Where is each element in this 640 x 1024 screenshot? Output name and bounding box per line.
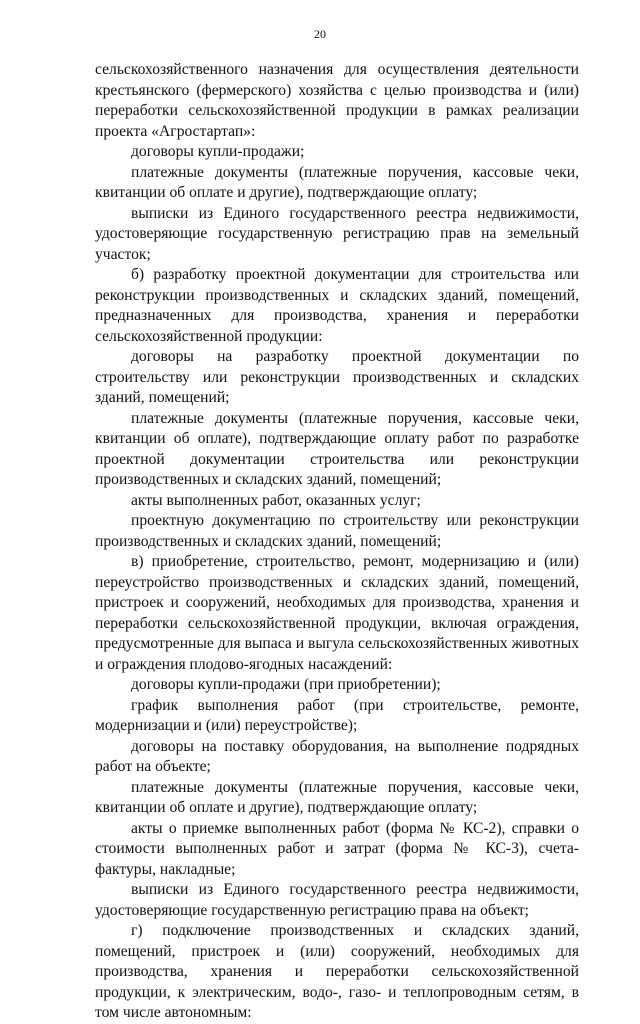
paragraph: договоры купли-продажи (при приобретении); [131, 676, 441, 693]
paragraph: график выполнения работ (при строительстве, ремонте, модернизации и (или) переустройстве); [95, 696, 579, 734]
paragraph-item-v: в) приобретение, строительство, ремонт, модернизацию и (или) переустройство производственных и складских зданий, помещений, пристроек и сооружений, необходимых для производства, хранения и переработки сельскохозяйственной продукции, включая ограждения, предусмотренные для выпаса и выгула сельскохозяйственных животных и ограждения плодово-ягодных насаждений: [95, 553, 579, 673]
paragraph: акты о приемке выполненных работ (форма № КС-2), справки о стоимости выполненных работ и затрат (форма № КС-3), счета-фактуры, накладные; [95, 819, 579, 878]
paragraph: договоры на поставку оборудования, на выполнение подрядных работ на объекте; [95, 737, 579, 775]
paragraph: платежные документы (платежные поручения, кассовые чеки, квитанции об оплате), подтверждающие оплату работ по разработке проектной документации строительства или реконструкции производственных и складских зданий, помещений; [95, 409, 579, 488]
paragraph: проектную документацию по строительству или реконструкции производственных и складских зданий, помещений; [95, 512, 579, 550]
paragraph: платежные документы (платежные поручения, кассовые чеки, квитанции об оплате и другие), подтверждающие оплату; [95, 163, 579, 201]
paragraph-item-g: г) подключение производственных и складских зданий, помещений, пристроек и (или) сооружений, необходимых для производства, хранения и переработки сельскохозяйственной продукции, к электрическим, водо-, газо- и теплопроводным сетям, в том числе автономным: [95, 922, 579, 1021]
paragraph: выписки из Единого государственного реестра недвижимости, удостоверяющие государственную регистрацию права на объект; [95, 881, 579, 919]
paragraph: платежные документы (платежные поручения, кассовые чеки, квитанции об оплате и другие), подтверждающие оплату; [95, 778, 579, 816]
paragraph: договоры купли-продажи; [131, 143, 305, 160]
page-number: 20 [314, 27, 326, 41]
paragraph: выписки из Единого государственного реестра недвижимости, удостоверяющие государственную регистрацию прав на земельный участок; [95, 204, 579, 263]
paragraph-item-b: б) разработку проектной документации для строительства или реконструкции производственных и складских зданий, помещений, предназначенных для производства, хранения и переработки сельскохозяйственной продукции: [95, 266, 579, 345]
paragraph: договоры на разработку проектной документации по строительству или реконструкции производственных и складских зданий, помещений; [95, 348, 579, 406]
paragraph-continuation: сельскохозяйственного назначения для осуществления деятельности крестьянского (фермерского) хозяйства с целью производства и (или) переработки сельскохозяйственной продукции в рамках реализации проекта «Агростартап»: [95, 61, 579, 140]
document-body [95, 60, 579, 1024]
paragraph: акты выполненных работ, оказанных услуг; [131, 491, 421, 509]
